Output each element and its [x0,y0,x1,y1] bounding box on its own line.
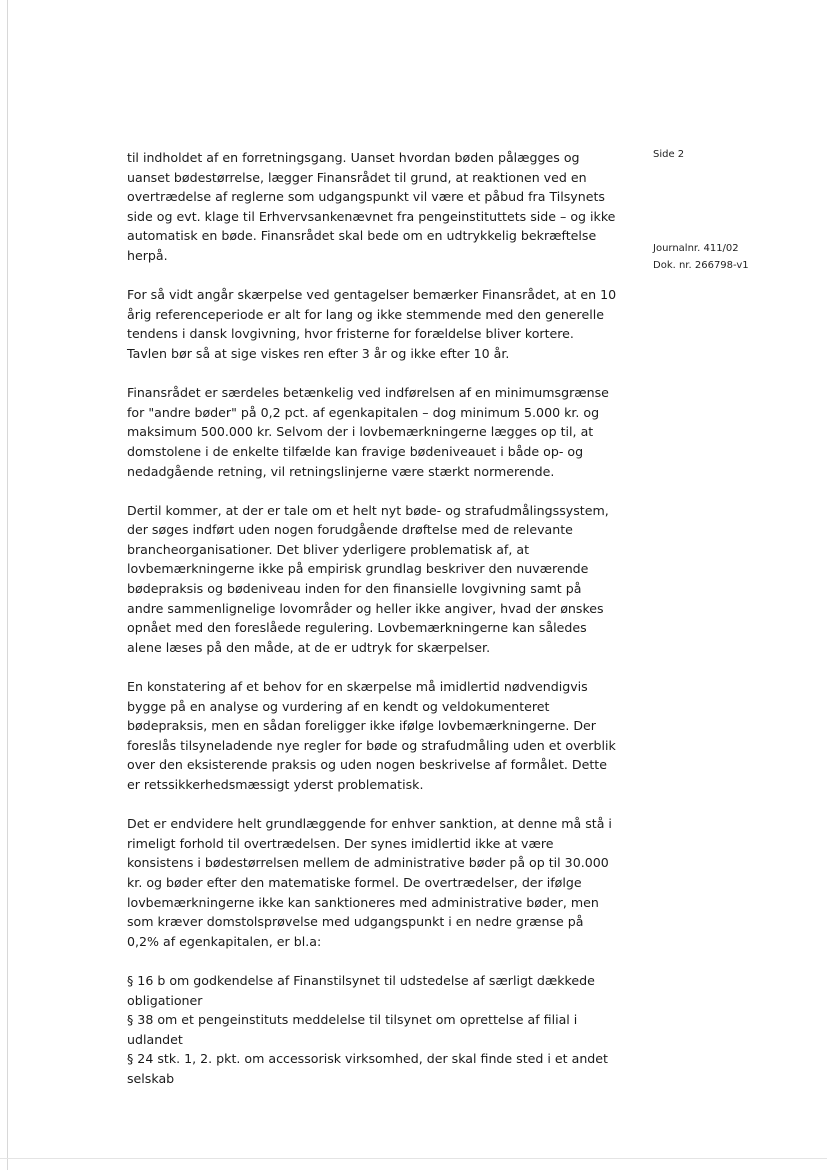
paragraph: Dertil kommer, at der er tale om et helt nyt bøde- og strafudmålingssystem, der søges indført uden nogen forudgående drøftelse med de relevante brancheorganisationer. Det bliver yderligere problematisk af, at lovbemærkningerne ikke på empirisk grundlag beskriver den nuværende bødepraksis og bødeniveau inden for den finansielle lovgivning samt på andre sammenlignelige lovområder og heller ikke angiver, hvad der ønskes opnået med den foreslåede regulering. Lovbemærkningerne kan således alene læses på den måde, at de er udtryk for skærpelser. [127,502,609,655]
list-item: § 38 om et pengeinstituts meddelelse til tilsynet om oprettelse af filial i udlandet [127,1012,578,1047]
document-number: Dok. nr. 266798-v1 [653,260,749,271]
journal-number: Journalnr. 411/02 [653,243,739,254]
page-edge-left [7,0,8,1170]
paragraph: Finansrådet er særdeles betænkelig ved indførelsen af en minimumsgrænse for "andre bøder" på 0,2 pct. af egenkapitalen – dog minimum 5.000 kr. og maksimum 500.000 kr. Selvom der i lovbemærkningerne lægges op til, at domstolene i de enkelte tilfælde kan fravige bødeniveauet i både op- og nedadgående retning, vil retningslinjerne være stærkt normerende. [127,385,609,479]
margin-column [653,147,823,274]
paragraph: Det er endvidere helt grundlæggende for enhver sanktion, at denne må stå i rimeligt forhold til overtrædelsen. Der synes imidlertid ikke at være konsistens i bødestørrelsen mellem de administrative bøder på op til 30.000 kr. og bøder efter den matematiske formel. De overtrædelser, der ifølge lovbemærkningerne ikke kan sanktioneres med administrative bøder, men som kræver domstolsprøvelse med udgangspunkt i en nedre grænse på 0,2% af egenkapitalen, er bl.a: [127,816,612,949]
list-item: § 24 stk. 1, 2. pkt. om accessorisk virksomhed, der skal finde sted i et andet selskab [127,1051,608,1086]
paragraph: For så vidt angår skærpelse ved gentagelser bemærker Finansrådet, at en 10 årig referenceperiode er alt for lang og ikke stemmende med den generelle tendens i dansk lovgivning, hvor fristerne for forældelse bliver kortere. Tavlen bør så at sige viskes ren efter 3 år og ikke efter 10 år. [127,287,617,361]
list-item: § 16 b om godkendelse af Finanstilsynet til udstedelse af særligt dækkede obligationer [127,972,595,1008]
paragraph: En konstatering af et behov for en skærpelse må imidlertid nødvendigvis bygge på en analyse og vurdering af en kendt og veldokumenteret bødepraksis, men en sådan foreligger ikke ifølge lovbemærkningerne. Der foreslås tilsyneladende nye regler for bøde og strafudmåling uden et overblik over den eksisterende praksis og uden nogen beskrivelse af formålet. Dette er retssikkerhedsmæssigt yderst problematisk. [127,679,616,792]
page-edge-bottom [0,1158,827,1159]
document-body [127,148,617,1089]
page-number: Side 2 [653,149,685,160]
paragraph: til indholdet af en forretningsgang. Uanset hvordan bøden pålægges og uanset bødestørrelse, lægger Finansrådet til grund, at reaktionen ved en overtrædelse af reglerne som udgangspunkt vil være et påbud fra Tilsynets side og evt. klage til Erhvervsankenævnet fra pengeinstituttets side – og ikke automatisk en bøde. Finansrådet skal bede om en udtrykkelig bekræftelse herpå. [127,150,616,263]
